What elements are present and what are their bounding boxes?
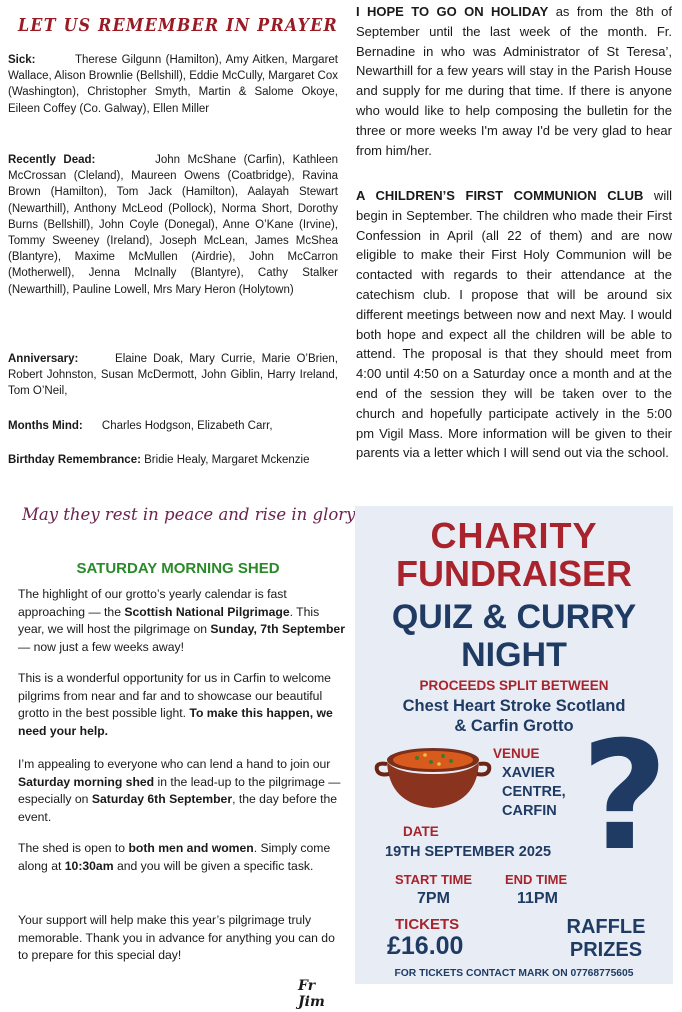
poster-proceeds: PROCEEDS SPLIT BETWEEN [419, 678, 609, 693]
shed-paragraph-2 [18, 670, 348, 740]
shed-p3-text-a: I’m appealing to everyone who can lend a hand to join our [18, 757, 331, 771]
curry-pot-icon [373, 738, 493, 818]
poster-night: NIGHT [461, 636, 567, 674]
sick-names: Therese Gilgunn (Hamilton), Amy Aitken, Margaret Wallace, Alison Brownlie (Bellshill), Eddie McCully, Margaret Cox (Washington), Christopher Smyth, Martin & Salome Okoye, Eileen Coffey (Co. Galway), Ellen Miller [8, 54, 338, 115]
birthday-list [8, 452, 338, 468]
poster-venue-label: VENUE [493, 746, 540, 761]
recently-dead-label: Recently Dead: [8, 154, 96, 166]
shed-p3-text-c: in the lead-up to the pilgrimage — especially on [18, 774, 341, 807]
shed-paragraph-4 [18, 840, 348, 875]
shed-paragraph-1 [18, 586, 348, 656]
shed-p1-bold-d: Sunday, 7th September [210, 622, 345, 637]
birthday-label: Birthday Remembrance: [8, 454, 141, 466]
shed-p3-bold-b: Saturday morning shed [18, 774, 155, 789]
holiday-text: as from the 8th of September until the last week of the month. Fr. Bernadine in who was Administrator of St Teresa’, Newarthill for a few years will stay in the Parish House and supply for me during that time. If there is anyone who would like to help composing the bulletin for the three or more weeks I'm away I'd be very glad to hear from him/her. [356, 4, 672, 158]
communion-text: will begin in September. The children who made their First Confession in April (all 22 of them) and are now eligible to make their First Holy Communion will be contacted with regards to their attendance at the catechism club. I propose that will be around six different meetings between now and next May. I would both hope and expect all the children will be able to attend. The proposal is that they should meet from 4:00 until 4:50 on a Saturday once a month and at the end of the session they will be taken over to the church and hopefully participate actively in the 5:00 pm Vigil Mass. More information will be given to their parents via a letter which I will send out via the school. [356, 188, 672, 461]
shed-title: SATURDAY MORNING SHED [76, 560, 280, 577]
poster-date: 19TH SEPTEMBER 2025 [385, 844, 552, 860]
birthday-names: Bridie Healy, Margaret Mckenzie [144, 454, 310, 466]
sick-list [8, 52, 338, 117]
poster-fundraiser: FUNDRAISER [395, 553, 632, 594]
communion-club-notice [356, 186, 672, 463]
recently-dead-names: John McShane (Carfin), Kathleen McCrossan (Cleland), Maureen Owens (Coatbridge), Ravina Brown (Hamilton), Tom Jack (Hamilton), Aalayah Stewart (Newarthill), Anthony McLeod (Pollock), Norma Short, Dorothy Burns (Bellshill), John Coyle (Donegal), Anne O’Kane (Irvine), Tommy Sweeney (Ireland), Joseph McLean, James McShea (Blantyre), Maxime McMullen (Airdrie), John McCarron (Motherwell), Jenna McInally (Blantyre), Cathy Stalker (Newarthill), Pauline Lowell, Mrs Mary Heron (Holytown) [8, 154, 338, 296]
shed-p2-bold-b: To make this happen, we need your help. [18, 706, 333, 738]
poster-date-label: DATE [403, 824, 439, 839]
sick-label: Sick: [8, 54, 36, 66]
shed-p1-bold-b: Scottish National Pilgrimage [124, 604, 290, 619]
poster-raffle: RAFFLE PRIZES [566, 916, 646, 961]
months-mind-list [8, 418, 338, 434]
poster-start-time: 7PM [417, 890, 450, 907]
shed-paragraph-3 [18, 756, 348, 826]
poster-ticket-price: £16.00 [387, 932, 464, 960]
shed-p1-text-e: — now just a few weeks away! [18, 639, 184, 654]
prayer-heading-text: LET US REMEMBER IN PRAYER [17, 16, 339, 36]
shed-p4-bold-d: 10:30am [64, 858, 114, 873]
holiday-notice [356, 2, 672, 160]
anniversary-label: Anniversary: [8, 353, 79, 365]
communion-lead: A CHILDREN’S FIRST COMMUNION CLUB [356, 188, 644, 203]
poster-quiz-curry: QUIZ & CURRY [391, 598, 637, 636]
poster-contact: FOR TICKETS CONTACT MARK ON 07768775605 [394, 968, 634, 979]
recently-dead-list [8, 152, 338, 298]
poster-end-label: END TIME [505, 872, 568, 887]
anniversary-list [8, 351, 338, 400]
shed-p4-text-a: The shed is open to [18, 841, 129, 855]
poster-start-label: START TIME [395, 872, 473, 887]
shed-p4-bold-b: both men and women [128, 841, 254, 855]
poster-charity-2: & Carfin Grotto [454, 717, 574, 735]
shed-p4-text-c: . Simply come along at [18, 841, 331, 873]
months-mind-names: Charles Hodgson, Elizabeth Carr, [101, 420, 273, 432]
shed-p1-text-a: The highlight of our grotto’s yearly calendar is fast approaching — the [18, 587, 287, 619]
poster-venue: XAVIER CENTRE, CARFIN [502, 765, 566, 819]
question-mark-icon: ? [581, 710, 669, 884]
shed-p3-bold-d: Saturday 6th September [91, 792, 233, 807]
months-mind-label: Months Mind: [8, 420, 83, 432]
anniversary-names: Elaine Doak, Mary Currie, Marie O’Brien, Robert Johnston, Susan McDermott, John Giblin, Harry Ireland, Tom O’Neil, [8, 353, 338, 398]
shed-p2-text-a: This is a wonderful opportunity for us in Carfin to welcome pilgrims from near and far and to showcase our beautiful grotto in the best possible light. [18, 671, 331, 721]
holiday-lead: I HOPE TO GO ON HOLIDAY [356, 4, 549, 19]
poster-end-time: 11PM [517, 890, 558, 907]
signature: Fr Jim [298, 978, 325, 1010]
shed-p3-text-e: , the day before the event. [18, 792, 338, 824]
rest-in-peace-line: May they rest in peace and rise in glory [22, 505, 356, 524]
shed-paragraph-5: Your support will help make this year’s pilgrimage truly memorable. Thank you in advance for anything you can do to prepare for this special day! [18, 913, 335, 963]
fundraiser-poster [355, 506, 673, 984]
poster-charity-1: Chest Heart Stroke Scotland [402, 697, 626, 715]
poster-charity: CHARITY [430, 515, 598, 556]
prayer-heading [16, 8, 341, 38]
poster-tickets-label: TICKETS [395, 916, 460, 933]
shed-p4-text-e: and you will be given a specific task. [113, 858, 314, 873]
shed-p1-text-c: . This year, we will host the pilgrimage on [18, 604, 320, 637]
